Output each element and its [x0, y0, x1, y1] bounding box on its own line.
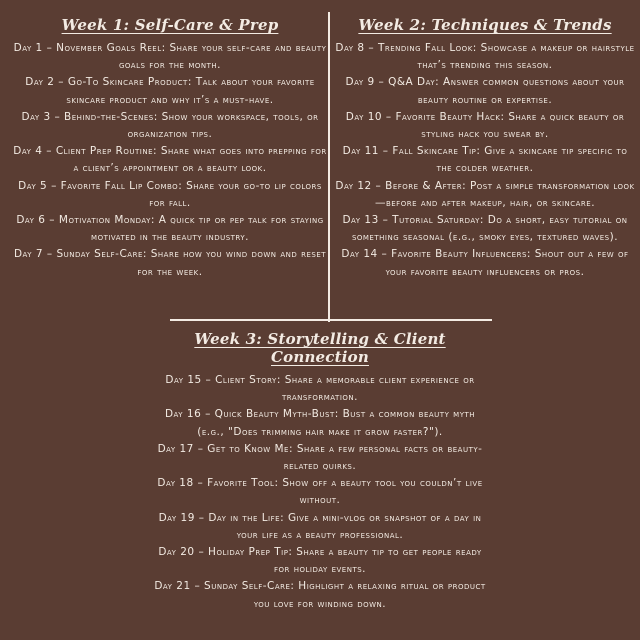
day-item: Day 2 – Go-To Skincare Product: Talk about your favorite skincare product and why it’s a must-have.	[25, 76, 315, 106]
day-item: Day 20 – Holiday Prep Tip: Share a beauty tip to get people ready for holiday events.	[158, 546, 482, 576]
week2-section	[334, 16, 636, 281]
week2-title: Week 2: Techniques & Trends	[358, 16, 612, 34]
day-item: Day 7 – Sunday Self-Care: Share how you wind down and reset for the week.	[13, 248, 327, 278]
day-item: Day 13 – Tutorial Saturday: Do a short, easy tutorial on something seasonal (e.g., smoky eyes, textured waves).	[342, 214, 628, 244]
day-item: Day 17 – Get to Know Me: Share a few personal facts or beauty-related quirks.	[157, 442, 483, 473]
day-item: Day 16 – Quick Beauty Myth-Bust: Bust a common beauty myth (e.g., "Does trimming hair make it grow faster?").	[164, 408, 476, 438]
day-item: Day 12 – Before & After: Post a simple transformation look—before and after makeup, hair, or skincare.	[335, 179, 635, 209]
week3-title: Week 3: Storytelling & Client Connection	[194, 330, 446, 366]
week1-section	[12, 16, 328, 281]
day-item: Day 14 – Favorite Beauty Influencers: Shout out a few of your favorite beauty influencers or pros.	[341, 248, 629, 278]
day-item: Day 3 – Behind-the-Scenes: Show your workspace, tools, or organization tips.	[21, 110, 319, 141]
day-item: Day 6 – Motivation Monday: A quick tip or pep talk for staying motivated in the beauty industry.	[16, 214, 324, 244]
horizontal-divider	[170, 319, 492, 321]
day-item: Day 21 – Sunday Self-Care: Highlight a relaxing ritual or product you love for winding down.	[154, 580, 486, 610]
day-item: Day 19 – Day in the Life: Give a mini-vlog or snapshot of a day in your life as a beauty professional.	[158, 511, 482, 541]
vertical-divider	[328, 12, 330, 322]
day-item: Day 8 – Trending Fall Look: Showcase a makeup or hairstyle that’s trending this season.	[335, 42, 635, 72]
day-item: Day 18 – Favorite Tool: Show off a beauty tool you couldn’t live without.	[157, 477, 483, 507]
day-item: Day 1 – November Goals Reel: Share your self-care and beauty goals for the month.	[13, 42, 327, 72]
day-item: Day 10 – Favorite Beauty Hack: Share a quick beauty or styling hack you swear by.	[345, 110, 625, 141]
week3-section	[150, 330, 490, 613]
day-item: Day 11 – Fall Skincare Tip: Give a skincare tip specific to the colder weather.	[342, 145, 628, 175]
week1-title: Week 1: Self-Care & Prep	[61, 16, 279, 34]
day-item: Day 5 – Favorite Fall Lip Combo: Share your go-to lip colors for fall.	[18, 179, 322, 209]
day-item: Day 4 – Client Prep Routine: Share what goes into prepping for a client’s appointment or a beauty look.	[13, 145, 327, 175]
day-item: Day 15 – Client Story: Share a memorable client experience or transformation.	[165, 374, 475, 404]
day-item: Day 9 – Q&A Day: Answer common questions about your beauty routine or expertise.	[345, 76, 625, 106]
